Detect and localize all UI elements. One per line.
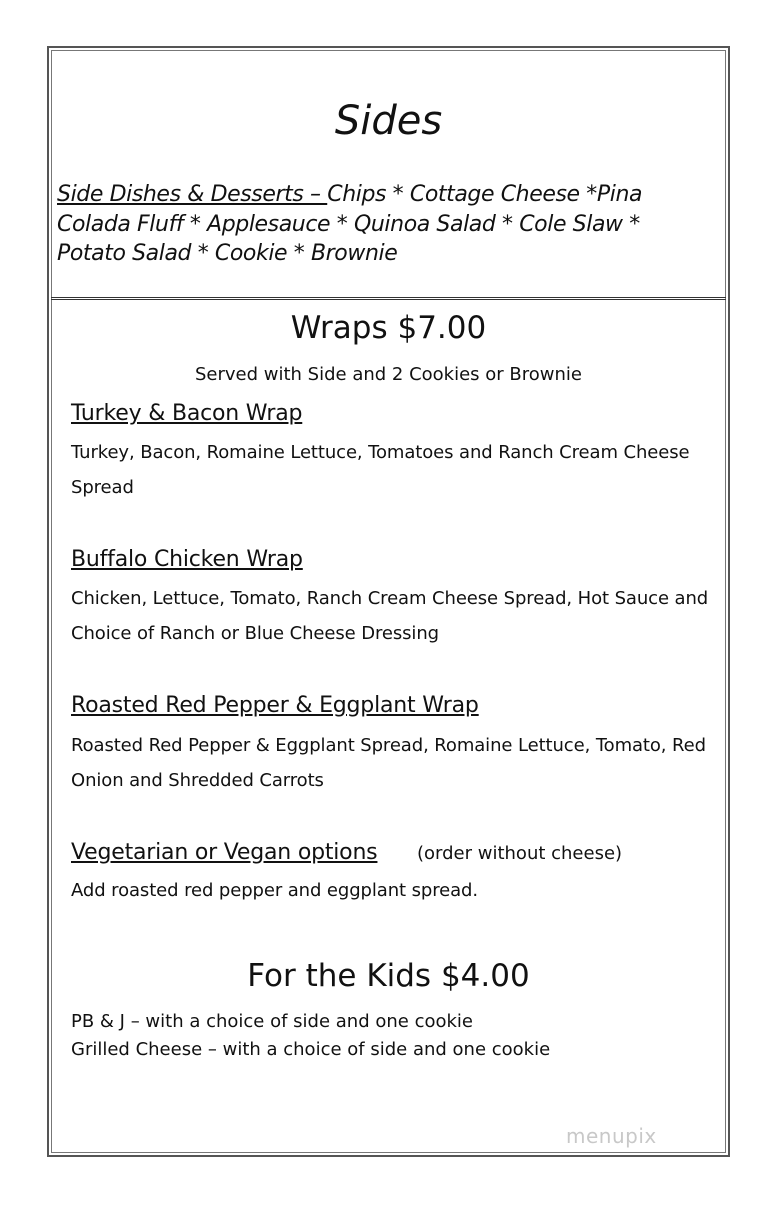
wrap-item-note: (order without cheese) xyxy=(417,843,623,864)
watermark-logo: menupix xyxy=(566,1124,657,1148)
wraps-heading: Wraps $7.00 xyxy=(290,310,487,346)
sides-title: Sides xyxy=(334,98,443,144)
kids-item: PB & J – with a choice of side and one cookie xyxy=(71,1011,474,1032)
wrap-item-description: Chicken, Lettuce, Tomato, Ranch Cream Cheese Spread, Hot Sauce and Choice of Ranch or Blue Cheese Dressing xyxy=(71,588,709,644)
sides-items: Chips * Cottage Cheese *Pina Colada Fluff * Applesauce * Quinoa Salad * Cole Slaw * Potato Salad * Cookie * Brownie xyxy=(57,182,643,266)
wrap-item-name: Roasted Red Pepper & Eggplant Wrap xyxy=(71,693,479,718)
wrap-item-name-text: Vegetarian or Vegan options xyxy=(71,840,378,865)
wrap-item-description: Add roasted red pepper and eggplant spread. xyxy=(71,880,478,901)
wrap-item-description: Turkey, Bacon, Romaine Lettuce, Tomatoes and Ranch Cream Cheese Spread xyxy=(71,442,690,498)
wraps-subtitle: Served with Side and 2 Cookies or Brownie xyxy=(195,364,582,385)
kids-list xyxy=(71,1008,691,1064)
kids-item: Grilled Cheese – with a choice of side and one cookie xyxy=(71,1039,551,1060)
section-divider xyxy=(51,297,726,300)
wrap-item-name: Turkey & Bacon Wrap xyxy=(71,401,303,426)
kids-heading: For the Kids $4.00 xyxy=(247,958,530,994)
wrap-item-description: Roasted Red Pepper & Eggplant Spread, Romaine Lettuce, Tomato, Red Onion and Shredded Carrots xyxy=(71,735,706,791)
wrap-item-name xyxy=(71,840,377,865)
sides-list xyxy=(57,180,697,269)
sides-label: Side Dishes & Desserts – xyxy=(57,182,328,207)
wrap-item-name: Buffalo Chicken Wrap xyxy=(71,547,303,572)
